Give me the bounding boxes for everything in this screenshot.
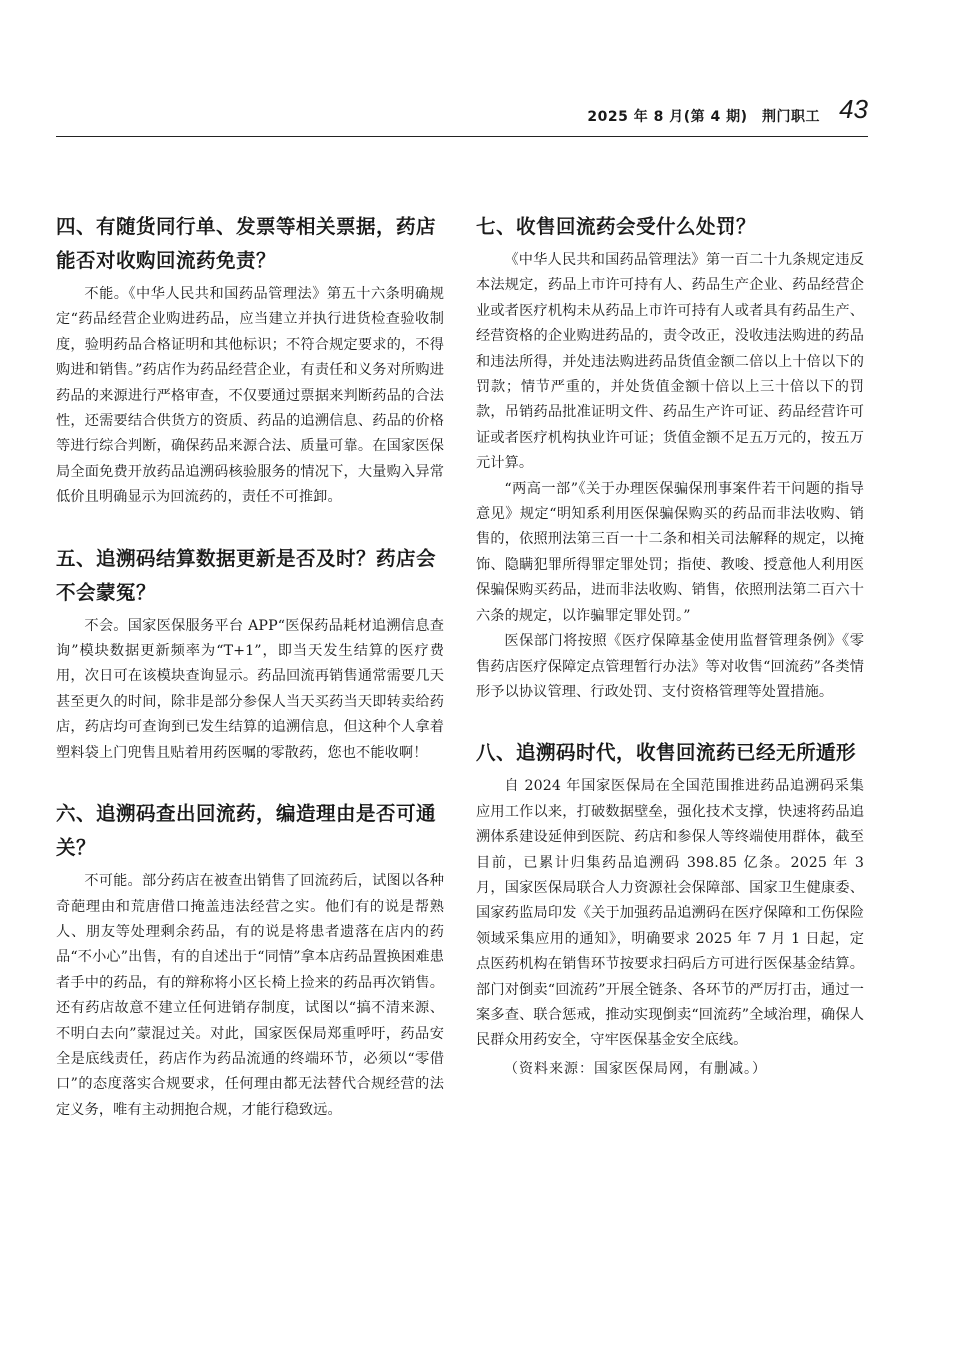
section-5: [56, 542, 444, 766]
section-heading: 五、追溯码结算数据更新是否及时？药店会不会蒙冤？: [56, 546, 437, 604]
paragraph: 不会。国家医保服务平台 APP“医保药品耗材追溯信息查询”模块数据更新频率为“T+1”，即当天发生结算的医疗费用，次日可在该模块查询显示。药品回流再销售通常需要几天甚至更久的时间，除非是部分参保人当天买药当天即转卖给药店，药店均可查询到已发生结算的追溯信息，但这种个人拿着塑料袋上门兜售且贴着用药医嘱的零散药，您也不能收啊！: [56, 617, 444, 761]
section-6: [56, 797, 444, 1123]
section-4: [56, 210, 444, 511]
issue-info: 2025 年 8 月(第 4 期) 荆门职工: [587, 109, 820, 125]
paragraph: 不能。《中华人民共和国药品管理法》第五十六条明确规定“药品经营企业购进药品，应当建立并执行进货检查验收制度，验明药品合格证明和其他标识；不符合规定要求的，不得购进和销售。”药店作为药品经营企业，有责任和义务对所购进药品的来源进行严格审查，不仅要通过票据来判断药品的合法性，还需要结合供货方的资质、药品的追溯信息、药品的价格等进行综合判断，确保药品来源合法、质量可靠。在国家医保局全面免费开放药品追溯码核验服务的情况下，大量购入异常低价且明确显示为回流药的，责任不可推卸。: [56, 286, 444, 506]
section-heading: 四、有随货同行单、发票等相关票据，药店能否对收购回流药免责？: [56, 215, 437, 272]
paragraph: 自 2024 年国家医保局在全国范围推进药品追溯码采集应用工作以来，打破数据壁垒，强化技术支撑，快速将药品追溯体系建设延伸到医院、药店和参保人等终端使用群体，截至目前，已累计归集药品追溯码 398.85 亿条。2025 年 3 月，国家医保局联合人力资源社会保障部、国家卫生健康委、国家药监局印发《关于加强药品追溯码在医疗保障和工伤保险领域采集应用的通知》，明确要求 2025 年 7 月 1 日起，定点医药机构在销售环节按要求扫码后方可进行医保基金结算。部门对倒卖“回流药”开展全链条、各环节的严厉打击，通过一案多查、联合惩戒，推动实现倒卖“回流药”全域治理，确保人民群众用药安全，守牢医保基金安全底线。: [476, 778, 864, 1049]
section-7: [476, 210, 864, 705]
source-note: （资料来源：国家医保局网，有删减。）: [504, 1060, 767, 1077]
paragraph: 《中华人民共和国药品管理法》第一百二十九条规定违反本法规定，药品上市许可持有人、药品生产企业、药品经营企业或者医疗机构未从药品上市许可持有人或者具有药品生产、经营资格的企业购进药品的，责令改正，没收违法购进的药品和违法所得，并处违法购进药品货值金额二倍以上十倍以下的罚款；情节严重的，并处货值金额十倍以上三十倍以下的罚款，吊销药品批准证明文件、药品生产许可证、药品经营许可证或者医疗机构执业许可证；货值金额不足五万元的，按五万元计算。: [476, 252, 864, 472]
paragraph: “两高一部”《关于办理医保骗保刑事案件若干问题的指导意见》规定“明知系利用医保骗保购买的药品而非法收购、销售的，依照刑法第三百一十二条和相关司法解释的规定，以掩饰、隐瞒犯罪所得罪定罪处罚；指使、教唆、授意他人利用医保骗保购买药品，进而非法收购、销售，依照刑法第二百六十六条的规定，以诈骗罪定罪处罚。”: [476, 480, 864, 624]
section-heading: 六、追溯码查出回流药，编造理由是否可通关？: [56, 802, 437, 860]
left-column: [56, 210, 444, 1154]
section-heading: 七、收售回流药会受什么处罚？: [476, 215, 757, 238]
page-number: 43: [839, 94, 868, 124]
page-header: [56, 92, 868, 137]
section-heading: 八、追溯码时代，收售回流药已经无所遁形: [476, 741, 857, 765]
right-column: [476, 210, 864, 1113]
section-8: [476, 736, 864, 1081]
paragraph: 医保部门将按照《医疗保障基金使用监督管理条例》《零售药店医疗保障定点管理暂行办法》等对收售“回流药”各类情形予以协议管理、行政处罚、支付资格管理等处置措施。: [476, 633, 864, 700]
paragraph: 不可能。部分药店在被查出销售了回流药后，试图以各种奇葩理由和荒唐借口掩盖违法经营之实。他们有的说是帮熟人、朋友等处理剩余药品，有的说是将患者遗落在店内的药品“不小心”出售，有的自述出于“同情”拿本店药品置换困难患者手中的药品，有的辩称将小区长椅上捡来的药品再次销售。还有药店故意不建立任何进销存制度，试图以“搞不清来源、不明白去向”蒙混过关。对此，国家医保局郑重呼吁，药品安全是底线责任，药店作为药品流通的终端环节，必须以“零借口”的态度落实合规要求，任何理由都无法替代合规经营的法定义务，唯有主动拥抱合规，才能行稳致远。: [56, 873, 444, 1118]
